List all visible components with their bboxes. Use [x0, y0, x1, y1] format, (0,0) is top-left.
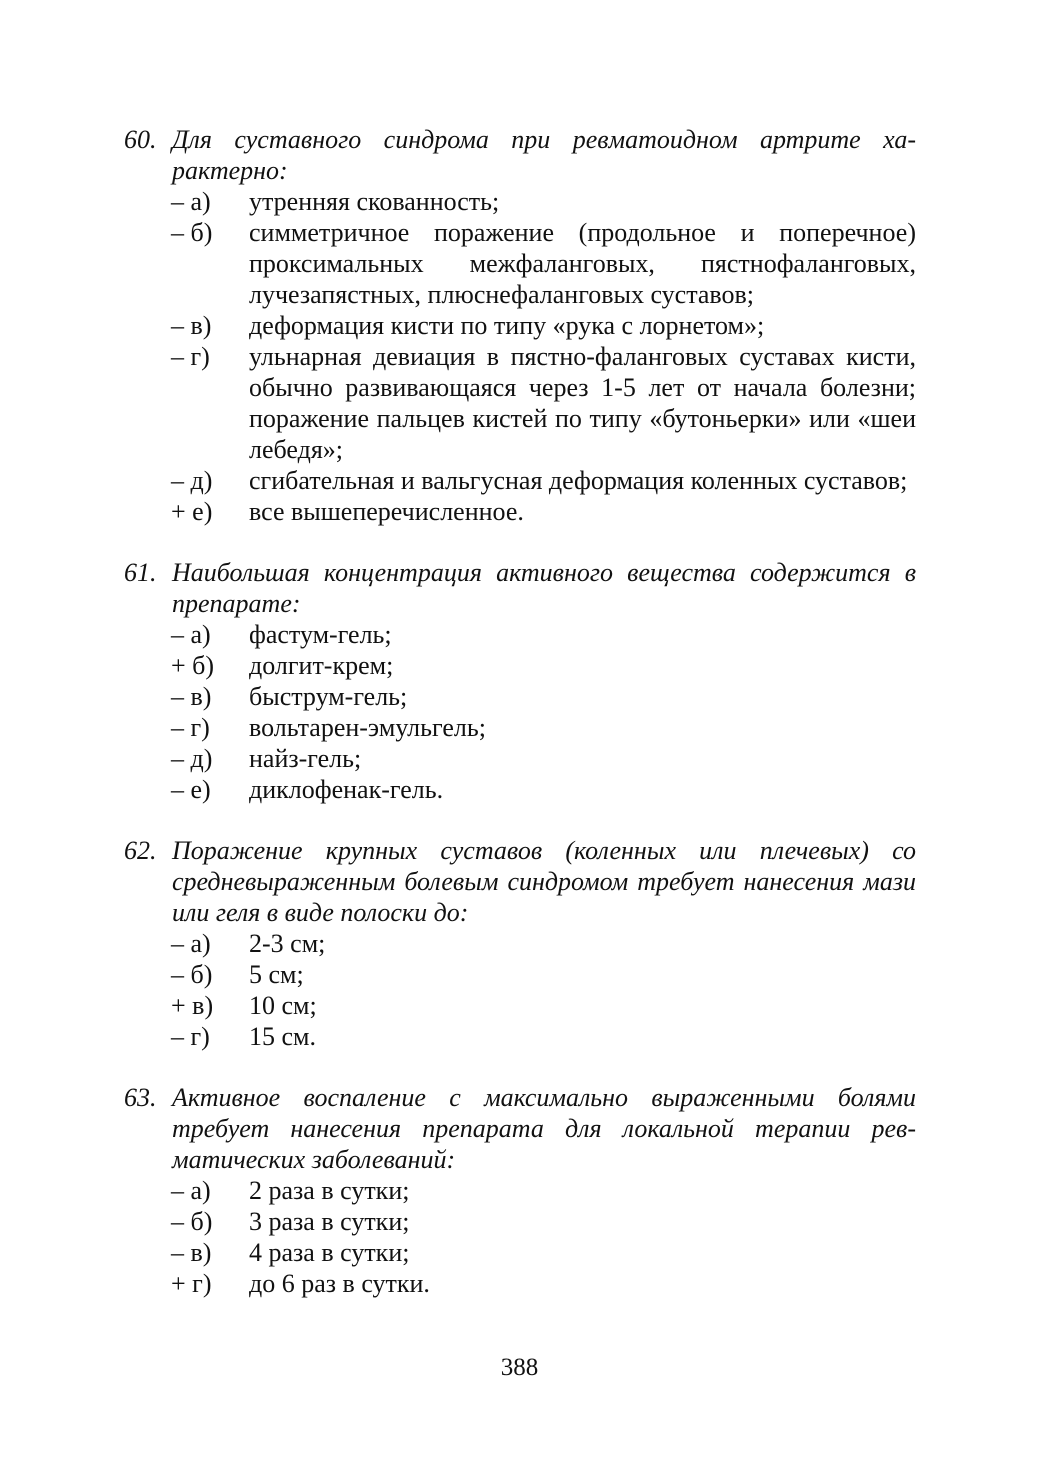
option-text: утренняя скованность; — [249, 187, 500, 216]
option-marker: – в) — [171, 682, 212, 711]
answer-option — [171, 681, 916, 712]
option-text: вольтарен-эмульгель; — [249, 713, 486, 742]
answer-option — [171, 990, 916, 1021]
option-marker: + в) — [171, 991, 214, 1020]
question-63 — [124, 1082, 916, 1299]
question-61 — [124, 557, 916, 805]
option-marker: – б) — [171, 1207, 213, 1236]
answer-option — [171, 186, 916, 217]
option-marker: + г) — [171, 1269, 212, 1298]
answer-option — [171, 743, 916, 774]
option-marker: – г) — [171, 713, 210, 742]
answer-options — [124, 619, 916, 805]
option-marker: – в) — [171, 1238, 212, 1267]
option-text: до 6 раз в сутки. — [249, 1269, 430, 1298]
question-header — [124, 835, 916, 928]
option-text: сгибательная и вальгусная деформация коленных суставов; — [249, 466, 908, 495]
answer-option — [171, 465, 916, 496]
question-text: Поражение крупных суставов (коленных или плечевых) со средневыраженным болевым синдромом требует нанесения мази или геля в виде полоски до: — [172, 836, 916, 927]
answer-option — [171, 712, 916, 743]
question-62 — [124, 835, 916, 1052]
option-marker: – е) — [171, 775, 211, 804]
option-marker: – б) — [171, 960, 213, 989]
option-marker: + б) — [171, 651, 215, 680]
option-text: симметричное поражение (продольное и поперечное) проксимальных межфаланговых, пястнофаланговых, лучезапястных, плюснефаланговых суставов; — [249, 218, 916, 309]
option-text: все вышеперечисленное. — [249, 497, 524, 526]
option-marker: – д) — [171, 466, 213, 495]
answer-options — [124, 1175, 916, 1299]
option-text: быструм-гель; — [249, 682, 408, 711]
option-marker: – б) — [171, 218, 213, 247]
option-text: диклофенак-гель. — [249, 775, 444, 804]
answer-option — [171, 928, 916, 959]
option-marker: – г) — [171, 1022, 210, 1051]
answer-options — [124, 186, 916, 527]
question-header — [124, 124, 916, 186]
option-text: ульнарная девиация в пястно-фаланговых суставах кисти, обычно развивающаяся через 1-5 лет от начала болезни; поражение пальцев кистей по типу «бутоньерки» или «шеи лебедя»; — [249, 342, 916, 464]
option-marker: – а) — [171, 1176, 211, 1205]
answer-option — [171, 496, 916, 527]
question-header — [124, 557, 916, 619]
answer-option — [171, 1237, 916, 1268]
answer-option — [171, 959, 916, 990]
answer-option — [171, 341, 916, 465]
question-text: Для суставного синдрома при ревматоидном артрите характерно: — [172, 125, 916, 185]
answer-option — [171, 774, 916, 805]
option-text: 3 раза в сутки; — [249, 1207, 410, 1236]
answer-option — [171, 1268, 916, 1299]
question-number: 61. — [124, 558, 157, 587]
answer-option — [171, 1021, 916, 1052]
option-marker: – а) — [171, 187, 211, 216]
option-marker: – а) — [171, 620, 211, 649]
option-text: 15 см. — [249, 1022, 316, 1051]
option-marker: – г) — [171, 342, 210, 371]
question-60 — [124, 124, 916, 527]
answer-options — [124, 928, 916, 1052]
option-text: 10 см; — [249, 991, 317, 1020]
question-header — [124, 1082, 916, 1175]
option-marker: + е) — [171, 497, 213, 526]
question-list — [124, 124, 916, 1329]
option-text: 4 раза в сутки; — [249, 1238, 410, 1267]
answer-option — [171, 650, 916, 681]
option-marker: – д) — [171, 744, 213, 773]
question-number: 60. — [124, 125, 157, 154]
option-text: долгит-крем; — [249, 651, 394, 680]
question-number: 63. — [124, 1083, 157, 1112]
answer-option — [171, 1175, 916, 1206]
option-text: деформация кисти по типу «рука с лорнетом»; — [249, 311, 765, 340]
page-number: 388 — [500, 1354, 539, 1381]
answer-option — [171, 619, 916, 650]
option-text: 2-3 см; — [249, 929, 326, 958]
option-marker: – в) — [171, 311, 212, 340]
option-text: найз-гель; — [249, 744, 362, 773]
option-text: 2 раза в сутки; — [249, 1176, 410, 1205]
answer-option — [171, 217, 916, 310]
answer-option — [171, 310, 916, 341]
question-text: Наибольшая концентрация активного вещества содержится в препарате: — [172, 558, 916, 618]
question-text: Активное воспаление с максимально выраженными болями требует нанесения препарата для локальной терапии ревматических заболеваний: — [172, 1083, 916, 1174]
answer-option — [171, 1206, 916, 1237]
option-marker: – а) — [171, 929, 211, 958]
option-text: фастум-гель; — [249, 620, 392, 649]
option-text: 5 см; — [249, 960, 304, 989]
question-number: 62. — [124, 836, 157, 865]
